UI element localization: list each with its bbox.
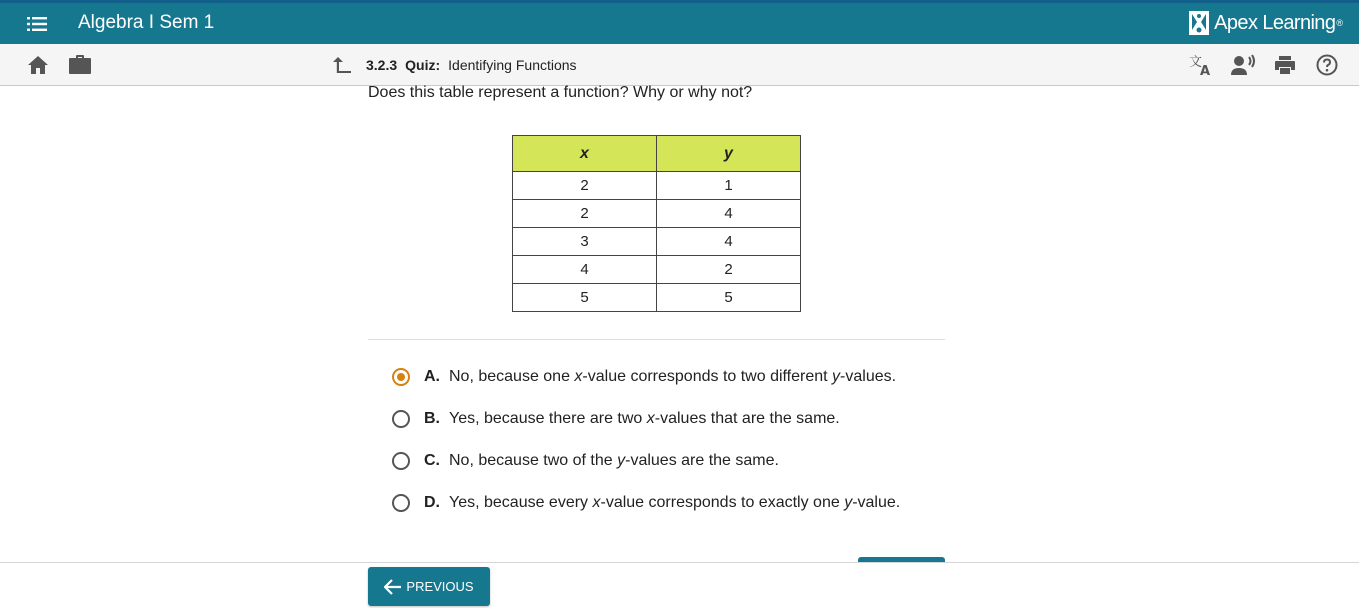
previous-button[interactable]	[368, 567, 490, 606]
table-cell-x: 2	[513, 172, 657, 200]
brand-name: Apex Learning	[1214, 11, 1336, 34]
breadcrumb	[332, 55, 577, 75]
translate-icon[interactable]	[1189, 54, 1213, 76]
up-arrow-icon[interactable]	[332, 55, 352, 75]
divider	[368, 339, 945, 340]
table-row	[513, 200, 801, 228]
course-title: Algebra I Sem 1	[78, 12, 215, 33]
table-cell-x: 4	[513, 256, 657, 284]
option-text: No, because two of the y-values are the same.	[449, 452, 779, 469]
activity-name: Identifying Functions	[448, 57, 577, 73]
option-letter: C.	[424, 452, 440, 469]
print-icon[interactable]	[1274, 55, 1296, 75]
apex-logo-icon	[1188, 10, 1210, 36]
table-cell-x: 5	[513, 284, 657, 312]
lesson-number: 3.2.3	[366, 57, 398, 73]
activity-type: Quiz:	[405, 57, 441, 73]
option-text: No, because one x-value corresponds to two different y-values.	[449, 368, 897, 385]
table-row	[513, 256, 801, 284]
top-header-bar	[0, 0, 1359, 44]
table-row	[513, 284, 801, 312]
table-row	[513, 172, 801, 200]
arrow-left-icon	[384, 579, 402, 595]
svg-text:文: 文	[1189, 55, 1203, 70]
radio-button[interactable]	[392, 452, 410, 470]
bottom-nav-bar	[0, 562, 1359, 608]
option-text: Yes, because every x-value corresponds to exactly one y-value.	[449, 494, 901, 511]
brand-trademark: ®	[1336, 18, 1343, 28]
question-prompt: Does this table represent a function? Why or why not?	[368, 84, 753, 101]
xy-table	[512, 135, 801, 312]
table-header-x: x	[513, 136, 657, 172]
option-letter: B.	[424, 410, 440, 427]
option-letter: A.	[424, 368, 440, 385]
radio-button-selected[interactable]	[392, 368, 410, 386]
table-cell-y: 1	[657, 172, 801, 200]
option-text: Yes, because there are two x-values that are the same.	[449, 410, 840, 427]
answer-option-c[interactable]	[392, 452, 779, 470]
read-aloud-icon[interactable]	[1231, 54, 1257, 76]
svg-text:A: A	[1200, 64, 1211, 76]
table-row	[513, 228, 801, 256]
activity-toolbar	[0, 44, 1359, 86]
table-cell-y: 4	[657, 228, 801, 256]
briefcase-icon[interactable]	[68, 54, 92, 75]
radio-button[interactable]	[392, 494, 410, 512]
answer-option-b[interactable]	[392, 410, 840, 428]
table-cell-y: 4	[657, 200, 801, 228]
previous-button-label: PREVIOUS	[406, 579, 474, 594]
brand-logo	[1188, 10, 1343, 36]
radio-button[interactable]	[392, 410, 410, 428]
menu-list-icon[interactable]	[27, 14, 49, 34]
help-icon[interactable]	[1316, 54, 1338, 76]
table-cell-x: 3	[513, 228, 657, 256]
table-header-row	[513, 136, 801, 172]
table-cell-x: 2	[513, 200, 657, 228]
table-cell-y: 2	[657, 256, 801, 284]
home-icon[interactable]	[27, 55, 49, 75]
option-letter: D.	[424, 494, 440, 511]
table-header-y: y	[657, 136, 801, 172]
table-cell-y: 5	[657, 284, 801, 312]
answer-option-a[interactable]	[392, 368, 896, 386]
answer-option-d[interactable]	[392, 494, 900, 512]
